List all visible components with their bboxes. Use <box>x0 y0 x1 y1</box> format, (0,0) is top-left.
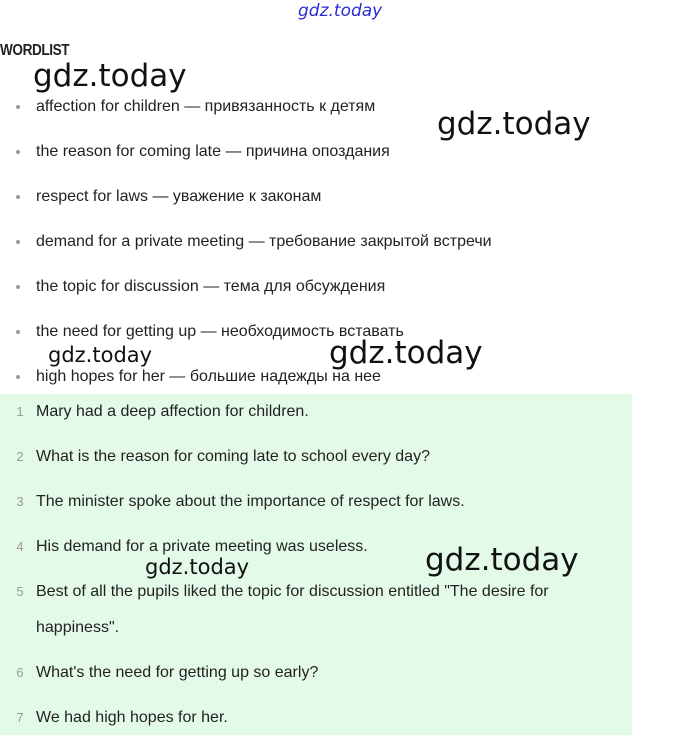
wordlist-item-text: high hopes for her — большие надежды на нее <box>36 368 381 385</box>
watermark: gdz.today <box>145 555 250 579</box>
bullet-icon <box>16 105 20 109</box>
answer-number: 2 <box>16 449 24 464</box>
answer-number: 1 <box>16 404 24 419</box>
bullet-icon <box>16 285 20 289</box>
wordlist-item-text: the need for getting up — необходимость вставать <box>36 323 404 340</box>
answer-number: 4 <box>16 539 24 554</box>
wordlist-item-text: the reason for coming late — причина опоздания <box>36 143 390 160</box>
watermark: gdz.today <box>425 542 579 578</box>
answer-text: Mary had a deep affection for children. <box>36 403 309 420</box>
watermark: gdz.today <box>298 1 383 21</box>
bullet-icon <box>16 150 20 154</box>
answer-text: His demand for a private meeting was useless. <box>36 538 368 555</box>
wordlist-item-text: affection for children — привязанность к детям <box>36 98 376 115</box>
watermark: gdz.today <box>33 58 187 94</box>
wordlist-item-text: respect for laws — уважение к законам <box>36 188 322 205</box>
watermark: gdz.today <box>329 335 483 371</box>
answer-text: What's the need for getting up so early? <box>36 664 319 681</box>
bullet-icon <box>16 375 20 379</box>
wordlist-item-text: demand for a private meeting — требование закрытой встречи <box>36 233 492 250</box>
answer-text: What is the reason for coming late to school every day? <box>36 448 430 465</box>
wordlist-heading: WORDLIST <box>0 42 70 59</box>
bullet-icon <box>16 330 20 334</box>
answer-text: Best of all the pupils liked the topic for discussion entitled "The desire for happiness". <box>36 583 549 636</box>
answer-number: 7 <box>16 710 24 725</box>
bullet-icon <box>16 195 20 199</box>
watermark: gdz.today <box>437 106 591 142</box>
answer-text: The minister spoke about the importance of respect for laws. <box>36 493 465 510</box>
bullet-icon <box>16 240 20 244</box>
answer-number: 5 <box>16 584 24 599</box>
watermark: gdz.today <box>48 343 153 367</box>
answer-number: 6 <box>16 665 24 680</box>
answer-text: We had high hopes for her. <box>36 709 228 726</box>
answer-number: 3 <box>16 494 24 509</box>
wordlist-item-text: the topic for discussion — тема для обсуждения <box>36 278 386 295</box>
